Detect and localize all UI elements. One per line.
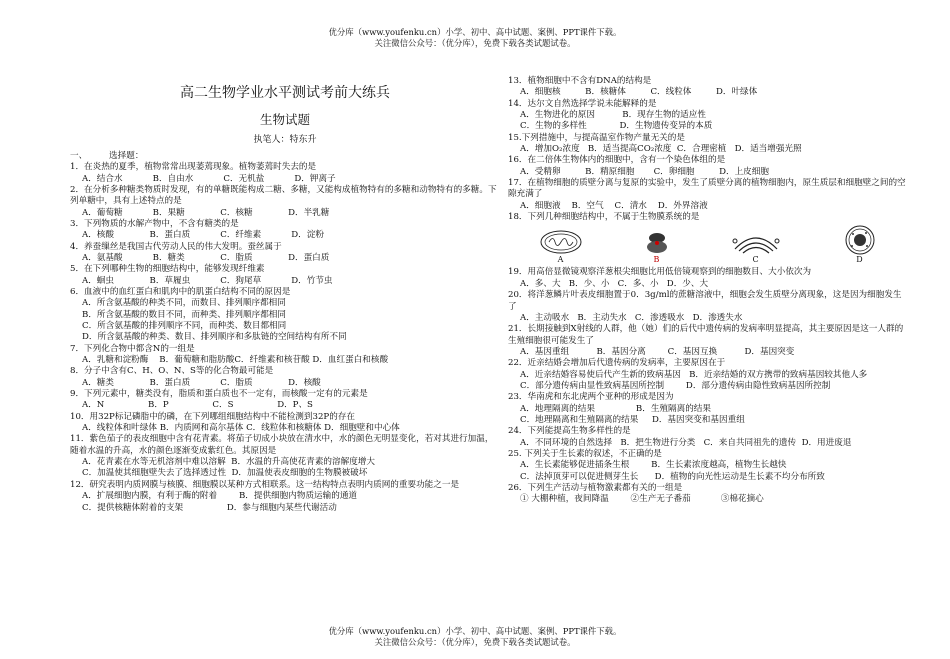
question-text: 21．长期接触到X射线的人群，他（她）们的后代中遗传病的发病率明显提高，其主要原因是这一人群的生殖细胞很可能发生了	[508, 324, 904, 346]
answer-options: C．生物的多样性 D．生物遗传变异的本质	[520, 121, 713, 132]
question-text: 19．用高倍显微镜观察洋葱根尖细胞比用低倍镜观察到的细胞数目、大小依次为	[508, 267, 812, 278]
answer-options: C．部分遗传病由显性致病基因所控制 D．部分遗传病由隐性致病基因所控制	[520, 380, 831, 391]
question-text: 8．分子中含有C、H、O、N、S等的化合物最可能是	[70, 366, 274, 377]
answer-options: A．蛔虫 B．草履虫 C．狗尾草 D．竹节虫	[82, 275, 333, 286]
answer-options: C．法掉顶芽可以促进侧芽生长 D．植物的向光性运动是生长素不均分布所致	[520, 471, 825, 482]
question-text: 15.下列措施中，与提高温室作物产量无关的是	[508, 132, 685, 143]
cell-structure-a	[539, 229, 583, 266]
question-text: 4．养蚕缫丝是我国古代劳动人民的伟大发明。蚕丝属于	[70, 241, 282, 252]
answer-options: A．糖类 B．蛋白质 C．脂质 D．核酸	[82, 377, 321, 388]
answer-options: A．核酸 B．蛋白质 C．纤维素 D．淀粉	[82, 230, 324, 241]
answer-options: A．细胞液 B．空气 C．清水 D．外界溶液	[520, 200, 708, 211]
right-questions	[508, 76, 908, 506]
left-questions	[70, 162, 500, 514]
answer-options: A．扩展细胞内膜，有利于酶的附着 B．提供细胞内物质运输的通道	[82, 491, 358, 502]
right-column	[508, 76, 908, 506]
question-text: 20．将洋葱鳞片叶表皮细胞置于0．3g/ml的蔗糖溶液中，细胞会发生质壁分离现象，这是因为细胞发生了	[508, 290, 902, 312]
question-text: 12．研究表明内质网膜与核膜、细胞膜以某种方式相联系。这一结构特点表明内质网的重要功能之一是	[70, 479, 460, 490]
question-text: 10．用32P标记磷脂中的磷，在下列哪组细胞结构中不能检测到32P的存在	[70, 411, 355, 422]
question-text: 7．下列化合物中都含N的一组是	[70, 343, 195, 354]
answer-options: C．地理隔离和生殖隔离的结果 D．基因突变和基因重组	[520, 414, 745, 425]
answer-options: A．细胞核 B．核糖体 C．线粒体 D．叶绿体	[520, 87, 758, 98]
document-subtitle: 生物试题	[259, 112, 310, 128]
question-text: 13．植物细胞中不含有DNA的结构是	[508, 76, 652, 86]
answer-options: A．氨基酸 B．糖类 C．脂质 D．蛋白质	[82, 252, 330, 263]
page-footer	[0, 626, 950, 647]
question-text: 3．下列物质的水解产物中，不含有糖类的是	[70, 218, 239, 229]
answer-options: A．葡萄糖 B．果糖 C．核糖 D．半乳糖	[82, 207, 330, 218]
question-text: 5．在下列哪种生物的细胞结构中，能够发现纤维素	[70, 264, 265, 275]
question-text: 25. 下列关于生长素的叙述，不正确的是	[508, 448, 662, 459]
answer-options: A．乳糖和淀粉酶 B．葡萄糖和脂肪酸C．纤维素和核苷酸 D．血红蛋白和核酸	[82, 355, 389, 366]
question-text: 11．紫色茄子的表皮细胞中含有花青素。将茄子切成小块放在清水中，水的颜色无明显变化，若对其进行加温，随着水温的升高，水的颜色逐渐变成紫红色。其原因是	[70, 434, 494, 456]
figure-18-cell-structures	[508, 225, 908, 265]
answer-options: A．线粒体和叶绿体 B．内质网和高尔基体 C．线粒体和核糖体 D．细胞壁和中心体	[82, 423, 400, 434]
mitochondrion-icon	[539, 229, 583, 255]
header-line-2: 关注微信公众号：（优分库），免费下载各类试题试卷。	[374, 37, 576, 48]
question-text: 23．华南虎和东北虎两个亚种的形成是因为	[508, 392, 674, 403]
question-text: 2．在分析多种糖类物质时发现，有的单糖既能构成二糖、多糖，又能构成植物特有的多糖和动物特有的多糖。下列单糖中，具有上述特点的是	[70, 184, 497, 207]
answer-options: A．花青素在水等无机溶剂中难以溶解 B．水温的升高使花青素的溶解度增大	[82, 457, 375, 468]
cell-structure-d	[842, 225, 878, 266]
section-heading: 一、 选择题：	[70, 150, 144, 161]
answer-options: A．增加O₂浓度 B．适当提高CO₂浓度 C．合理密植 D．适当增强光照	[520, 144, 802, 155]
cell-label-a: A	[557, 254, 564, 264]
question-text: 26．下列生产活动与植物激素都有关的一组是	[508, 483, 683, 493]
question-text: 16．在二倍体生物体内的细胞中，含有一个染色体组的是	[508, 155, 726, 166]
footer-line-2: 关注微信公众号：（优分库），免费下载各类试题试卷。	[374, 636, 576, 647]
answer-options: C．提供核糖体附着的支架 D．参与细胞内某些代谢活动	[82, 502, 337, 513]
cell-label-b: B	[653, 254, 660, 264]
answer-options: C．加温使其细胞壁失去了选择透过性 D．加温使表皮细胞的生物膜被破坏	[82, 468, 368, 479]
answer-options: B．所含氨基酸的数目不同，而种类、排列顺序都相同	[82, 309, 286, 320]
question-text: 17．在植物细胞的质壁分离与复原的实验中，发生了质壁分离的植物细胞内，原生质层和细胞壁之间的空隙充满了	[508, 178, 906, 200]
answer-options: D．所含氨基酸的种类、数目、排列顺序和多肽链的空间结构有所不同	[82, 332, 347, 343]
document-author: 执笔人：特东升	[253, 134, 317, 145]
answer-options: A．多、大 B．少、小 C．多、小 D．少、大	[520, 278, 709, 289]
answer-options: A．生物进化的原因 B．现存生物的适应性	[520, 110, 706, 121]
question-text: 22．近亲结婚会增加后代遗传病的发病率，主要原因在于	[508, 358, 726, 369]
ribosome-icon	[644, 229, 670, 255]
answer-options: A．不同环境的自然选择 B．把生物进行分类 C．来自共同祖先的遗传 D．用进废退	[520, 437, 852, 448]
nucleus-icon	[842, 225, 878, 255]
left-column	[70, 72, 500, 514]
cell-structure-c	[731, 229, 781, 266]
cell-label-c: C	[752, 254, 759, 264]
header-line-1: 优分库（www.youfenku.cn）小学、初中、高中试题、案例、PPT课件下载。	[328, 27, 622, 37]
question-text: 9．下列元素中，糖类没有，脂质和蛋白质也不一定有，而核酸一定有的元素是	[70, 389, 368, 400]
page-header	[0, 27, 950, 48]
answer-options: A．生长素能够促进插条生根 B．生长素浓度越高，植物生长越快	[520, 460, 787, 471]
cell-label-d: D	[856, 254, 863, 264]
document-title: 高二生物学业水平测试考前大练兵	[180, 85, 390, 101]
question-text: 24．下列能提高生物多样性的是	[508, 426, 631, 437]
answer-options: A．结合水 B．自由水 C．无机盐 D．钾离子	[82, 173, 336, 184]
answer-options: A．主动吸水 B．主动失水 C．渗透吸水 D．渗透失水	[520, 312, 743, 323]
answer-options: A．所含氨基酸的种类不同，而数目、排列顺序都相同	[82, 298, 286, 309]
answer-options: A．近亲结婚容易使后代产生新的致病基因 B．近亲结婚的双方携带的致病基因较其他人多	[520, 369, 868, 380]
question-text: 18．下列几种细胞结构中，不属于生物膜系统的是	[508, 212, 700, 223]
question-text: 14．达尔文自然选择学说未能解释的是	[508, 98, 657, 109]
answer-options: ① 大棚种植，夜间降温 ②生产无子番茄 ③棉花摘心	[520, 494, 764, 505]
cell-structure-b	[644, 229, 670, 266]
question-text: 1．在炎热的夏季，植物常常出现萎蔫现象。植物萎蔫时失去的是	[70, 162, 317, 173]
golgi-apparatus-icon	[731, 229, 781, 255]
answer-options: A．基因重组 B．基因分离 C．基因互换 D．基因突变	[520, 346, 795, 357]
answer-options: A．受精卵 B．精原细胞 C．卵细胞 D．上皮细胞	[520, 166, 769, 177]
answer-options: A．N B．P C．S D．P、S	[82, 400, 313, 411]
question-text: 6．血液中的血红蛋白和肌肉中的肌蛋白结构不同的原因是	[70, 286, 291, 297]
answer-options: C．所含氨基酸的排列顺序不同，而种类、数目都相同	[82, 321, 287, 331]
footer-line-1: 优分库（www.youfenku.cn）小学、初中、高中试题、案例、PPT课件下载。	[328, 626, 622, 636]
answer-options: A．地理隔离的结果 B．生殖隔离的结果	[520, 403, 711, 414]
